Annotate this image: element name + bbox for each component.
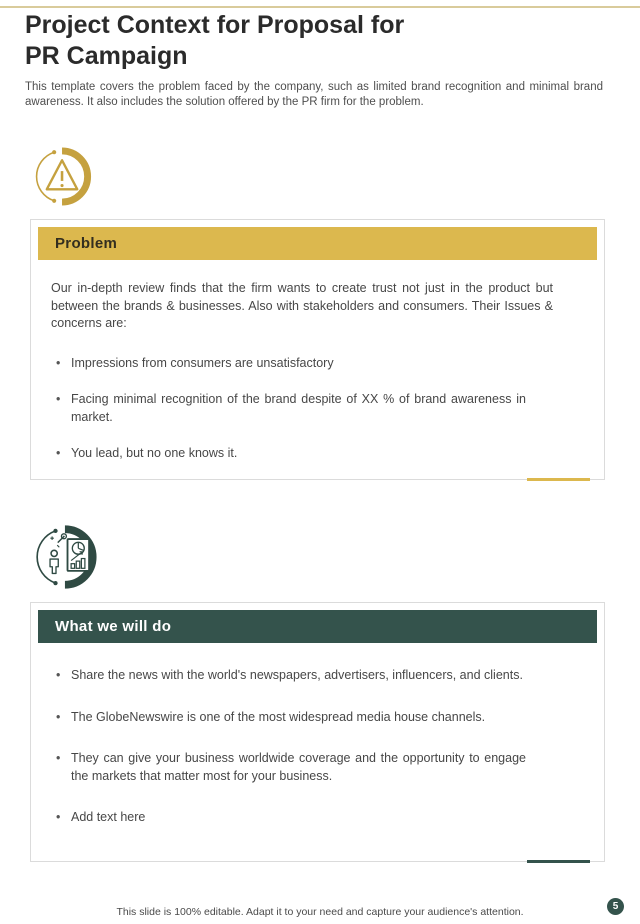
problem-bullet-list — [31, 355, 604, 463]
warning-icon — [31, 146, 97, 212]
problem-section — [30, 219, 605, 480]
bullet-marker: • — [56, 668, 61, 682]
page-subtitle: This template covers the problem faced by the company, such as limited brand recognition and minimal brand awareness. It also includes the solution offered by the PR firm for the problem. — [25, 81, 603, 108]
top-accent-line — [0, 6, 640, 8]
bullet-text: They can give your business worldwide coverage and the opportunity to engage the markets that matter most for your business. — [71, 751, 526, 783]
problem-intro: Our in-depth review finds that the firm wants to create trust not just in the product but between the brands & businesses. Also with stakeholders and consumers. Their Issues & concerns are: — [51, 281, 553, 330]
problem-header-label: Problem — [55, 235, 118, 252]
bullet-item — [56, 750, 604, 785]
what-we-will-do-bullet-list — [31, 667, 604, 827]
page-number-badge: 5 — [607, 898, 624, 915]
what-we-will-do-header-label: What we will do — [55, 618, 172, 635]
bullet-text: Share the news with the world's newspapers, advertisers, influencers, and clients. — [71, 668, 523, 682]
bullet-text: The GlobeNewswire is one of the most widespread media house channels. — [71, 709, 486, 724]
footer-note: This slide is 100% editable. Adapt it to your need and capture your audience's attention. — [116, 906, 524, 918]
bullet-marker: • — [56, 751, 61, 765]
what-we-will-do-header-bar — [38, 610, 597, 643]
bullet-item — [56, 667, 604, 685]
bullet-item — [56, 809, 604, 827]
bullet-item — [56, 709, 604, 727]
bullet-text: Add text here — [71, 810, 146, 824]
bullet-item — [56, 391, 604, 426]
bullet-marker: • — [56, 810, 61, 824]
problem-header-bar — [38, 227, 597, 260]
slide-header — [25, 10, 610, 110]
bullet-marker: • — [56, 355, 61, 370]
page-title-line1: Project Context for Proposal for — [25, 11, 405, 39]
bullet-item — [56, 355, 604, 373]
bullet-text: You lead, but no one knows it. — [71, 446, 238, 460]
page-title — [25, 10, 610, 72]
bullet-text: Facing minimal recognition of the brand despite of XX % of brand awareness in market. — [71, 392, 526, 424]
what-we-will-do-section — [30, 602, 605, 862]
bullet-text: Impressions from consumers are unsatisfactory — [71, 355, 334, 370]
bullet-marker: • — [56, 709, 61, 724]
bullet-marker: • — [56, 392, 61, 406]
green-accent-line — [527, 860, 590, 863]
analytics-presentation-icon — [30, 523, 104, 596]
page-title-line2: PR Campaign — [25, 42, 188, 70]
slide-footer — [0, 896, 640, 924]
bullet-marker: • — [56, 446, 61, 460]
gold-accent-line — [527, 478, 590, 481]
bullet-item — [56, 445, 604, 463]
